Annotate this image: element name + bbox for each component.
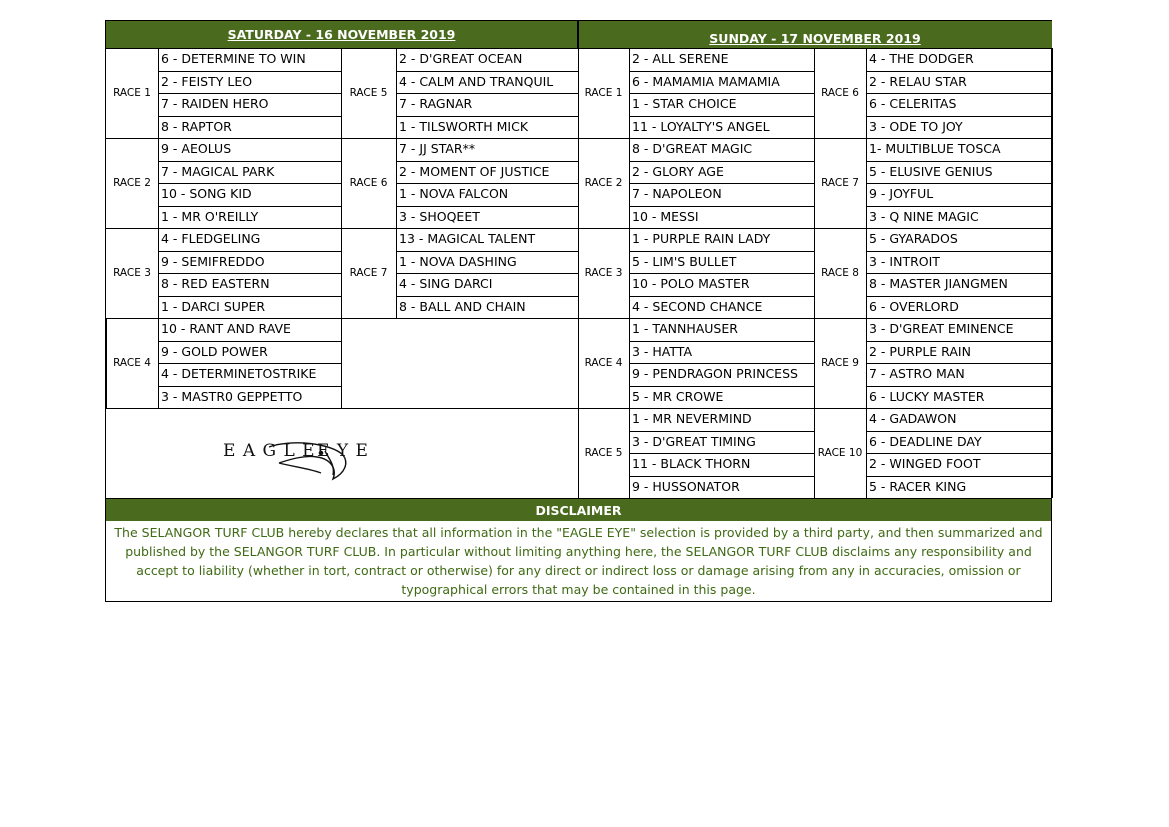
saturday-runner-cell: 9 - AEOLUS [161, 141, 232, 156]
row-divider [396, 161, 578, 162]
saturday-runner-cell: 10 - RANT AND RAVE [161, 321, 291, 336]
sunday-runner-cell: 5 - ELUSIVE GENIUS [869, 163, 993, 179]
saturday-runner-cell: 10 - SONG KID [161, 186, 252, 201]
sunday-runner-cell: 5 - LIM'S BULLET [632, 253, 737, 269]
sunday-runner-cell: 6 - MAMAMIA MAMAMIA [632, 73, 780, 89]
saturday-runner-cell: 1 - NOVA DASHING [399, 253, 517, 269]
sunday-race-label: RACE 4 [584, 357, 623, 369]
sunday-runner-cell: 5 - RACER KING [869, 478, 967, 494]
row-divider [158, 341, 341, 342]
row-divider [158, 116, 341, 117]
sunday-runner-cell: 2 - PURPLE RAIN [869, 343, 971, 359]
saturday-runner-cell: 3 - MASTR0 GEPPETTO [161, 388, 303, 404]
svg-text:E A G L E: E A G L E [223, 441, 316, 461]
cell-divider [1052, 228, 1053, 318]
sunday-runner-cell: 5 - GYARADOS [869, 231, 958, 246]
row-divider [106, 408, 578, 409]
sunday-runner-cell: 10 - MESSI [632, 208, 699, 224]
row-divider [866, 431, 1052, 432]
row-divider [866, 71, 1052, 72]
saturday-runner-cell: 7 - JJ STAR** [399, 141, 476, 156]
saturday-runner-cell: 4 - CALM AND TRANQUIL [399, 73, 554, 89]
row-divider [629, 431, 814, 432]
saturday-runner-cell: 9 - SEMIFREDDO [161, 253, 265, 269]
saturday-race-label: RACE 3 [113, 267, 151, 279]
row-divider [396, 296, 578, 297]
sunday-runner-cell: 3 - Q NINE MAGIC [869, 208, 979, 224]
sunday-runner-cell: 4 - GADAWON [869, 411, 957, 426]
sunday-runner-cell: 3 - INTROIT [869, 253, 940, 269]
row-divider [866, 251, 1052, 252]
sunday-runner-cell: 1- MULTIBLUE TOSCA [869, 141, 1001, 156]
saturday-race-label: RACE 7 [349, 267, 388, 279]
row-divider [629, 116, 814, 117]
sunday-runner-cell: 1 - PURPLE RAIN LADY [632, 231, 771, 246]
row-divider [866, 476, 1052, 477]
sunday-runner-cell: 9 - JOYFUL [869, 186, 934, 201]
saturday-runner-cell: 4 - SING DARCI [399, 276, 493, 291]
header-divider [106, 48, 1052, 49]
row-divider [866, 183, 1052, 184]
sunday-runner-cell: 2 - ALL SERENE [632, 51, 729, 66]
row-divider [629, 161, 814, 162]
saturday-runner-cell: 1 - MR O'REILLY [161, 208, 259, 224]
saturday-runner-cell: 8 - BALL AND CHAIN [399, 298, 526, 314]
sunday-runner-cell: 3 - D'GREAT TIMING [632, 433, 756, 449]
row-divider [866, 453, 1052, 454]
sunday-race-label: RACE 9 [821, 357, 859, 369]
sunday-race-label: RACE 3 [584, 267, 623, 279]
cell-divider [1052, 138, 1053, 228]
row-divider [629, 251, 814, 252]
saturday-runner-cell: 3 - SHOQEET [399, 208, 480, 224]
row-divider [158, 251, 341, 252]
row-divider [866, 386, 1052, 387]
sunday-header: SUNDAY - 17 NOVEMBER 2019 [578, 21, 1052, 48]
sunday-runner-cell: 11 - BLACK THORN [632, 456, 751, 471]
sunday-runner-cell: 10 - POLO MASTER [632, 276, 750, 291]
saturday-runner-cell: 1 - NOVA FALCON [399, 186, 509, 201]
sunday-runner-cell: 4 - SECOND CHANCE [632, 298, 763, 314]
row-divider [158, 206, 341, 207]
saturday-runner-cell: 8 - RAPTOR [161, 118, 232, 134]
sunday-race-label: RACE 7 [821, 177, 859, 189]
race-selection-sheet [105, 20, 1052, 602]
row-divider [866, 363, 1052, 364]
sunday-runner-cell: 9 - HUSSONATOR [632, 478, 740, 494]
row-divider [866, 296, 1052, 297]
row-divider [158, 71, 341, 72]
sunday-race-label: RACE 8 [821, 267, 859, 279]
row-divider [629, 93, 814, 94]
saturday-runner-cell: 2 - D'GREAT OCEAN [399, 51, 523, 66]
row-divider [629, 386, 814, 387]
row-divider [158, 386, 341, 387]
saturday-runner-cell: 8 - RED EASTERN [161, 276, 270, 291]
saturday-race-label: RACE 5 [349, 87, 388, 99]
row-divider [396, 93, 578, 94]
row-divider [396, 206, 578, 207]
row-divider [158, 93, 341, 94]
sunday-runner-cell: 2 - GLORY AGE [632, 163, 724, 179]
sunday-race-label: RACE 5 [584, 447, 623, 459]
saturday-runner-cell: 2 - MOMENT OF JUSTICE [399, 163, 550, 179]
saturday-header: SATURDAY - 16 NOVEMBER 2019 [106, 21, 578, 48]
sunday-runner-cell: 1 - MR NEVERMIND [632, 411, 752, 426]
saturday-runner-cell: 7 - MAGICAL PARK [161, 163, 275, 179]
sunday-runner-cell: 11 - LOYALTY'S ANGEL [632, 118, 770, 134]
sunday-runner-cell: 7 - NAPOLEON [632, 186, 722, 201]
row-divider [629, 183, 814, 184]
cell-divider [106, 318, 107, 408]
row-divider [629, 341, 814, 342]
sunday-runner-cell: 7 - ASTRO MAN [869, 366, 965, 381]
saturday-race-label: RACE 4 [113, 357, 151, 369]
row-divider [866, 93, 1052, 94]
row-divider [396, 273, 578, 274]
sunday-runner-cell: 5 - MR CROWE [632, 388, 724, 404]
saturday-runner-cell: 4 - DETERMINETOSTRIKE [161, 366, 317, 381]
row-divider [158, 363, 341, 364]
saturday-runner-cell: 6 - DETERMINE TO WIN [161, 51, 306, 66]
sunday-runner-cell: 9 - PENDRAGON PRINCESS [632, 366, 798, 381]
sunday-runner-cell: 6 - DEADLINE DAY [869, 433, 982, 449]
sunday-runner-cell: 3 - D'GREAT EMINENCE [869, 321, 1014, 336]
row-divider [629, 363, 814, 364]
row-divider [629, 206, 814, 207]
sunday-race-label: RACE 10 [817, 447, 863, 459]
svg-text:E Y E: E Y E [317, 441, 369, 461]
saturday-runner-cell: 2 - FEISTY LEO [161, 73, 253, 89]
cell-divider [1052, 318, 1053, 408]
sunday-runner-cell: 4 - THE DODGER [869, 51, 974, 66]
cell-divider [1052, 408, 1053, 498]
row-divider [629, 273, 814, 274]
row-divider [629, 476, 814, 477]
row-divider [866, 116, 1052, 117]
row-divider [396, 183, 578, 184]
sunday-runner-cell: 3 - HATTA [632, 343, 693, 359]
row-divider [629, 71, 814, 72]
sunday-runner-cell: 1 - TANNHAUSER [632, 321, 738, 336]
disclaimer-header: DISCLAIMER [106, 499, 1051, 521]
sunday-runner-cell: 2 - RELAU STAR [869, 73, 967, 89]
saturday-race-label: RACE 1 [113, 87, 151, 99]
row-divider [158, 296, 341, 297]
saturday-runner-cell: 9 - GOLD POWER [161, 343, 268, 359]
saturday-race-label: RACE 6 [349, 177, 388, 189]
row-divider [866, 161, 1052, 162]
row-divider [158, 183, 341, 184]
saturday-runner-cell: 1 - DARCI SUPER [161, 298, 266, 314]
row-divider [396, 251, 578, 252]
disclaimer-text: The SELANGOR TURF CLUB hereby declares that all information in the "EAGLE EYE" selection is provided by a third party, and then summarized and published by the SELANGOR TURF CLUB. In particular without limiting anything here, the SELANGOR TURF CLUB disclaims any responsibility and accept to liability (whether in tort, contract or otherwise) for any direct or indirect loss or damage arising from any in accuracies, omission or typographical errors that may be contained in this page. [114, 525, 1043, 597]
day-divider [578, 21, 579, 499]
sunday-runner-cell: 8 - D'GREAT MAGIC [632, 141, 753, 156]
row-divider [866, 273, 1052, 274]
saturday-runner-cell: 1 - TILSWORTH MICK [399, 118, 529, 134]
saturday-runner-cell: 13 - MAGICAL TALENT [399, 231, 536, 246]
saturday-runner-cell: 4 - FLEDGELING [161, 231, 261, 246]
sunday-race-label: RACE 6 [821, 87, 859, 99]
sunday-runner-cell: 1 - STAR CHOICE [632, 96, 737, 111]
row-divider [158, 273, 341, 274]
row-divider [396, 71, 578, 72]
row-divider [341, 318, 578, 319]
sunday-runner-cell: 8 - MASTER JIANGMEN [869, 276, 1008, 291]
cell-divider [1052, 48, 1053, 138]
saturday-runner-cell: 7 - RAIDEN HERO [161, 96, 269, 111]
row-divider [629, 453, 814, 454]
row-divider [629, 296, 814, 297]
cell-divider [341, 318, 342, 408]
eagle-eye-logo [221, 429, 383, 481]
sunday-runner-cell: 6 - LUCKY MASTER [869, 388, 985, 404]
saturday-runner-cell: 7 - RAGNAR [399, 96, 473, 111]
row-divider [866, 206, 1052, 207]
sunday-runner-cell: 6 - CELERITAS [869, 96, 957, 111]
row-divider [158, 161, 341, 162]
saturday-race-label: RACE 2 [113, 177, 151, 189]
sunday-race-label: RACE 2 [584, 177, 623, 189]
row-divider [866, 341, 1052, 342]
sunday-runner-cell: 3 - ODE TO JOY [869, 118, 963, 134]
sunday-race-label: RACE 1 [584, 87, 623, 99]
row-divider [396, 116, 578, 117]
sunday-runner-cell: 2 - WINGED FOOT [869, 456, 981, 471]
sunday-runner-cell: 6 - OVERLORD [869, 298, 959, 314]
